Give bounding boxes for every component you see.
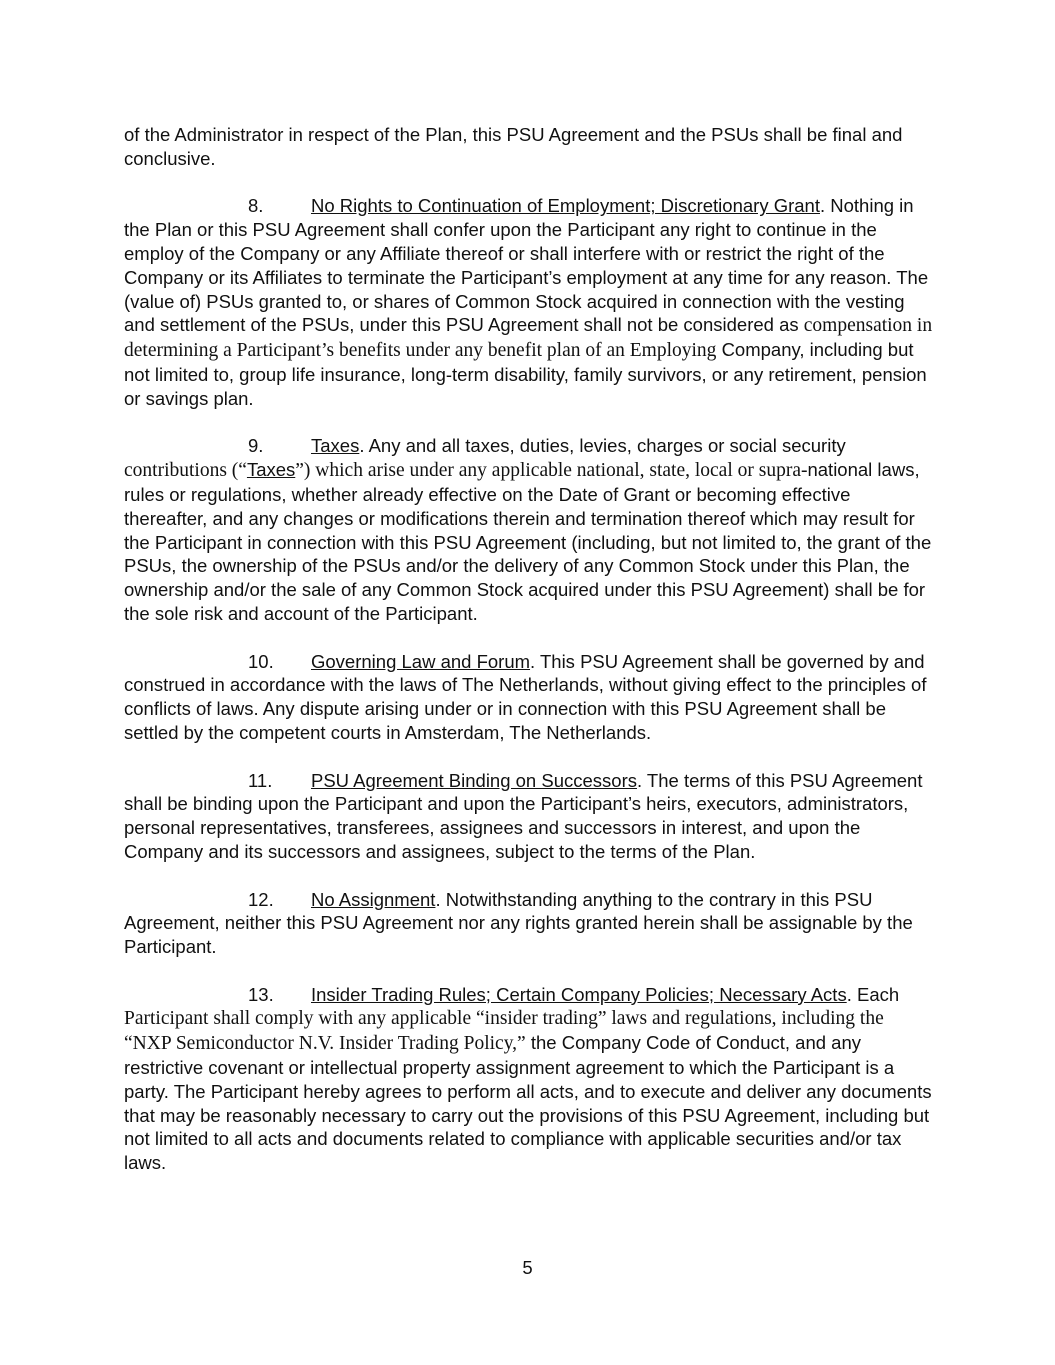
- section-8-body-serif: compensation in determining a Participant’s benefits under any benefit plan of an Employing: [124, 315, 933, 362]
- section-10-body: . This PSU Agreement shall be governed by and construed in accordance with the laws of The Netherlands, without giving effect to the principles of conflicts of laws. Any dispute arising under or in connection with this PSU Agreement shall be settled by the competent courts in Amsterdam, The Netherlands.: [124, 650, 927, 743]
- section-9-number: 9.: [248, 435, 264, 457]
- section-13-body-b: the Company Code of Conduct, and any restrictive covenant or intellectual property assignment agreement to which the Participant is a party. The Participant hereby agrees to perform all acts, and to execute and deliver any documents that may be reasonably necessary to carry out the provisions of this PSU Agreement, including but not limited to all acts and documents related to compliance with applicable securities and/or tax laws.: [124, 1032, 932, 1174]
- section-9-body-b: national laws, rules or regulations, whether already effective on the Date of Grant or becoming effective thereafter, and any changes or modifications therein and termination thereof which may result for the Participant in connection with this PSU Agreement (including, but not limited to, the grant of the PSUs, the ownership of the PSUs and/or the delivery of any Common Stock under this Plan, the ownership and/or the sale of any Common Stock acquired under this PSU Agreement) shall be for the sole risk and account of the Participant.: [124, 459, 932, 624]
- section-11-number: 11.: [248, 769, 273, 791]
- section-12-body: . Notwithstanding anything to the contrary in this PSU Agreement, neither this PSU Agreement nor any rights granted herein shall be assignable by the Participant.: [124, 888, 913, 958]
- section-11-heading: PSU Agreement Binding on Successors: [311, 769, 637, 791]
- intro-text: of the Administrator in respect of the Plan, this PSU Agreement and the PSUs shall be final and conclusive.: [124, 124, 903, 169]
- section-9-body-a: . Any and all taxes, duties, levies, charges or social security: [359, 435, 846, 457]
- section-10-number: 10.: [248, 650, 274, 672]
- section-12: [124, 888, 934, 959]
- section-8-number: 8.: [248, 195, 264, 217]
- section-12-number: 12.: [248, 888, 274, 910]
- section-9-serif-b: ”) which arise under any applicable national, state, local or supra-: [295, 460, 808, 482]
- section-13-body-a: . Each: [846, 983, 900, 1005]
- section-13-number: 13.: [248, 983, 274, 1005]
- page-number: 5: [522, 1257, 533, 1278]
- section-9-serif-a: contributions (“: [124, 460, 247, 482]
- section-13-body-serif: Participant shall comply with any applicable “insider trading” laws and regulations, including the “NXP Semiconductor N.V. Insider Trading Policy,”: [124, 1008, 884, 1055]
- section-9-heading: Taxes: [311, 435, 360, 457]
- section-9-defined-term: Taxes: [246, 459, 296, 481]
- section-11: [124, 769, 934, 864]
- section-13: [124, 983, 934, 1175]
- section-8-heading: No Rights to Continuation of Employment; Discretionary Grant: [311, 195, 820, 217]
- intro-paragraph: [124, 123, 934, 171]
- document-page: [124, 123, 934, 1199]
- section-10-heading: Governing Law and Forum: [311, 650, 531, 672]
- section-8-body-b: Company, including but not limited to, group life insurance, long-term disability, family survivors, or any retirement, pension or savings plan.: [124, 339, 927, 409]
- section-11-body: . The terms of this PSU Agreement shall be binding upon the Participant and upon the Participant’s heirs, executors, administrators, personal representatives, transferees, assignees and successors in interest, and upon the Company and its successors and assignees, subject to the terms of the Plan.: [124, 769, 923, 862]
- section-10: [124, 650, 934, 745]
- section-8-body-a: . Nothing in the Plan or this PSU Agreement shall confer upon the Participant any right to continue in the employ of the Company or any Affiliate thereof or shall interfere with or restrict the right of the Company or its Affiliates to terminate the Participant’s employment at any time for any reason. The (value of) PSUs granted to, or shares of Common Stock acquired in connection with the vesting and settlement of the PSUs, under this PSU Agreement shall not be considered as: [124, 195, 929, 336]
- section-9: [124, 434, 934, 625]
- section-12-heading: No Assignment: [311, 888, 436, 910]
- section-8: [124, 194, 934, 410]
- section-13-heading: Insider Trading Rules; Certain Company Policies; Necessary Acts: [311, 983, 847, 1005]
